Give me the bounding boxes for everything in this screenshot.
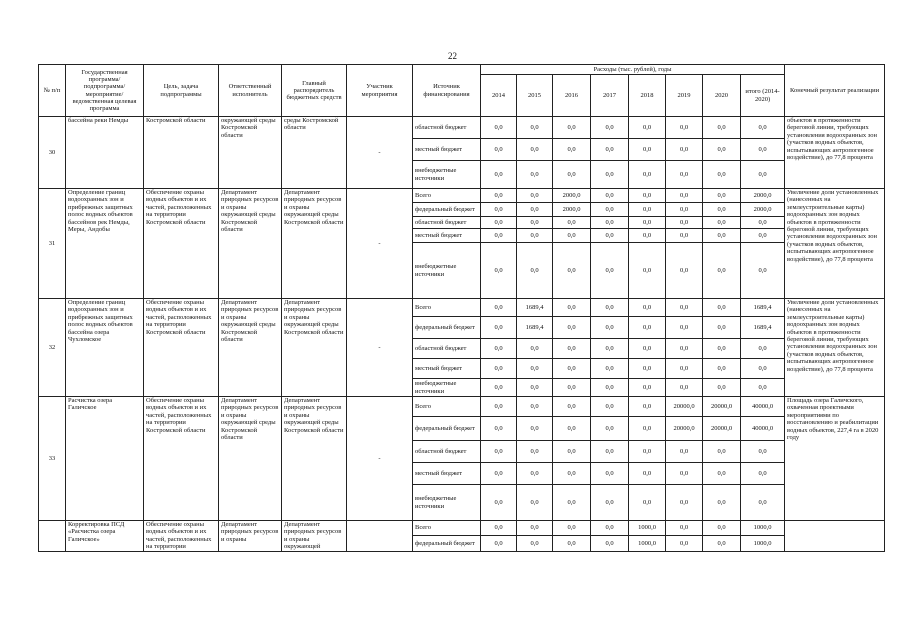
year-value-cell: 0,0 <box>553 217 591 229</box>
year-value-cell: 0,0 <box>553 536 591 551</box>
year-value-cell: 0,0 <box>629 339 666 359</box>
total-cell: 0,0 <box>741 441 785 463</box>
year-value-cell: 1000,0 <box>629 521 666 536</box>
source-cell: областной бюджет <box>413 441 481 463</box>
total-cell: 1000,0 <box>741 536 785 551</box>
header-year: 2016 <box>553 75 591 117</box>
header-executor: Ответственный исполнитель <box>219 65 282 117</box>
year-value-cell: 0,0 <box>591 397 629 417</box>
year-value-cell: 0,0 <box>481 339 517 359</box>
header-total: итого (2014-2020) <box>741 75 785 117</box>
header-year: 2020 <box>703 75 741 117</box>
year-value-cell: 0,0 <box>517 161 553 189</box>
row-number: 33 <box>39 397 66 521</box>
year-value-cell: 0,0 <box>481 379 517 397</box>
total-cell: 0,0 <box>741 339 785 359</box>
year-value-cell: 0,0 <box>553 243 591 299</box>
year-value-cell: 0,0 <box>666 161 703 189</box>
header-result: Конечный результат реализации <box>785 65 885 117</box>
manager-cell: среды Костромской области <box>282 117 347 189</box>
year-value-cell: 0,0 <box>591 339 629 359</box>
executor-cell: окружающей среды Костромской области <box>219 117 282 189</box>
year-value-cell: 0,0 <box>629 243 666 299</box>
source-cell: местный бюджет <box>413 139 481 161</box>
year-value-cell: 0,0 <box>703 189 741 203</box>
header-expenses: Расходы (тыс. рублей), годы <box>481 65 785 75</box>
year-value-cell: 0,0 <box>517 117 553 139</box>
year-value-cell: 0,0 <box>517 243 553 299</box>
row-number: 31 <box>39 189 66 299</box>
year-value-cell: 0,0 <box>703 243 741 299</box>
year-value-cell: 0,0 <box>591 203 629 217</box>
row-number <box>39 521 66 552</box>
manager-cell: Департамент природных ресурсов и охраны окружающей среды Костромской области <box>282 189 347 299</box>
total-cell: 40000,0 <box>741 397 785 417</box>
year-value-cell: 0,0 <box>629 417 666 441</box>
year-value-cell: 0,0 <box>481 203 517 217</box>
source-cell: внебюджетные источники <box>413 161 481 189</box>
year-value-cell: 0,0 <box>553 397 591 417</box>
header-year: 2018 <box>629 75 666 117</box>
year-value-cell: 0,0 <box>629 317 666 339</box>
year-value-cell: 0,0 <box>481 397 517 417</box>
source-cell: местный бюджет <box>413 359 481 379</box>
year-value-cell: 0,0 <box>666 485 703 521</box>
year-value-cell: 0,0 <box>629 217 666 229</box>
year-value-cell: 0,0 <box>629 139 666 161</box>
year-value-cell: 0,0 <box>666 229 703 243</box>
source-cell: внебюджетные источники <box>413 243 481 299</box>
year-value-cell: 0,0 <box>629 463 666 485</box>
year-value-cell: 0,0 <box>666 139 703 161</box>
header-year: 2019 <box>666 75 703 117</box>
header-year: 2015 <box>517 75 553 117</box>
year-value-cell: 0,0 <box>591 441 629 463</box>
year-value-cell: 0,0 <box>481 189 517 203</box>
year-value-cell: 0,0 <box>553 117 591 139</box>
year-value-cell: 0,0 <box>703 441 741 463</box>
total-cell: 0,0 <box>741 229 785 243</box>
total-cell: 0,0 <box>741 485 785 521</box>
year-value-cell: 0,0 <box>703 299 741 317</box>
goal-cell: Обеспечение охраны водных объектов и их частей, расположенных на территории Костромской области <box>144 299 219 397</box>
year-value-cell: 0,0 <box>629 379 666 397</box>
year-value-cell: 0,0 <box>481 536 517 551</box>
year-value-cell: 0,0 <box>703 229 741 243</box>
source-cell: местный бюджет <box>413 229 481 243</box>
source-cell: местный бюджет <box>413 463 481 485</box>
page-number: 22 <box>448 51 457 61</box>
year-value-cell: 0,0 <box>629 203 666 217</box>
executor-cell: Департамент природных ресурсов и охраны <box>219 521 282 552</box>
total-cell: 0,0 <box>741 161 785 189</box>
program-cell: Корректировка ПСД «Расчистка озера Галичское» <box>66 521 144 552</box>
year-value-cell: 0,0 <box>481 117 517 139</box>
result-cell: Увеличение доли установленных (нанесенных на землеустроительные карты) водоохранных зон водных объектов в протяженности береговой линии, требующих установления водоохранных зон (участков водных объектов, испытывающих антропогенное воздействие), до 77,8 процента <box>785 299 885 397</box>
year-value-cell: 0,0 <box>481 463 517 485</box>
year-value-cell: 0,0 <box>703 339 741 359</box>
year-value-cell: 1689,4 <box>517 299 553 317</box>
total-cell: 40000,0 <box>741 417 785 441</box>
year-value-cell: 0,0 <box>703 117 741 139</box>
goal-cell: Обеспечение охраны водных объектов и их частей, расположенных на территории <box>144 521 219 552</box>
row-number: 32 <box>39 299 66 397</box>
year-value-cell: 0,0 <box>666 217 703 229</box>
year-value-cell: 0,0 <box>591 536 629 551</box>
year-value-cell: 0,0 <box>517 229 553 243</box>
year-value-cell: 0,0 <box>481 441 517 463</box>
table-row <box>39 521 885 536</box>
year-value-cell: 0,0 <box>629 441 666 463</box>
year-value-cell: 0,0 <box>591 317 629 339</box>
year-value-cell: 0,0 <box>666 521 703 536</box>
total-cell: 1689,4 <box>741 317 785 339</box>
total-cell: 0,0 <box>741 243 785 299</box>
year-value-cell: 0,0 <box>629 161 666 189</box>
program-cell: Определение границ водоохранных зон и прибрежных защитных полос водных объектов бассейна озера Чухломское <box>66 299 144 397</box>
table-row <box>39 117 885 139</box>
year-value-cell: 0,0 <box>517 417 553 441</box>
year-value-cell: 0,0 <box>517 441 553 463</box>
year-value-cell: 0,0 <box>703 485 741 521</box>
row-number: 30 <box>39 117 66 189</box>
year-value-cell: 0,0 <box>553 139 591 161</box>
year-value-cell: 0,0 <box>591 139 629 161</box>
year-value-cell: 0,0 <box>553 521 591 536</box>
year-value-cell: 0,0 <box>703 203 741 217</box>
total-cell: 0,0 <box>741 359 785 379</box>
participant-cell: - <box>347 117 413 189</box>
goal-cell: Обеспечение охраны водных объектов и их частей, расположенных на территории Костромской области <box>144 189 219 299</box>
total-cell: 0,0 <box>741 139 785 161</box>
executor-cell: Департамент природных ресурсов и охраны окружающей среды Костромской области <box>219 299 282 397</box>
year-value-cell: 0,0 <box>591 117 629 139</box>
year-value-cell: 0,0 <box>666 359 703 379</box>
source-cell: областной бюджет <box>413 217 481 229</box>
year-value-cell: 0,0 <box>629 359 666 379</box>
year-value-cell: 0,0 <box>481 217 517 229</box>
year-value-cell: 0,0 <box>703 463 741 485</box>
year-value-cell: 0,0 <box>591 417 629 441</box>
program-cell: Определение границ водоохранных зон и прибрежных защитных полос водных объектов бассейнов рек Немды, Меры, Андобы <box>66 189 144 299</box>
source-cell: Всего <box>413 189 481 203</box>
year-value-cell: 0,0 <box>703 359 741 379</box>
goal-cell: Костромской области <box>144 117 219 189</box>
year-value-cell: 0,0 <box>703 139 741 161</box>
source-cell: Всего <box>413 521 481 536</box>
year-value-cell: 0,0 <box>666 189 703 203</box>
table-row <box>39 189 885 203</box>
header-source: Источник финансирования <box>413 65 481 117</box>
year-value-cell: 0,0 <box>629 299 666 317</box>
year-value-cell: 0,0 <box>703 379 741 397</box>
year-value-cell: 0,0 <box>517 485 553 521</box>
year-value-cell: 0,0 <box>553 417 591 441</box>
year-value-cell: 0,0 <box>517 379 553 397</box>
year-value-cell: 0,0 <box>591 379 629 397</box>
program-cell: Расчистка озера Галичское <box>66 397 144 521</box>
year-value-cell: 0,0 <box>553 161 591 189</box>
year-value-cell: 0,0 <box>666 339 703 359</box>
result-cell: Площадь озера Галичского, охваченная проектными мероприятиями по восстановлению и реабилитации водных объектов, 227,4 га в 2020 году <box>785 397 885 521</box>
year-value-cell: 0,0 <box>553 463 591 485</box>
source-cell: федеральный бюджет <box>413 203 481 217</box>
source-cell: областной бюджет <box>413 117 481 139</box>
year-value-cell: 0,0 <box>481 139 517 161</box>
goal-cell: Обеспечение охраны водных объектов и их частей, расположенных на территории Костромской области <box>144 397 219 521</box>
program-cell: бассейна реки Немды <box>66 117 144 189</box>
result-cell: Увеличение доли установленных (нанесенных на землеустроительные карты) водоохранных зон водных объектов в протяженности береговой линии, требующих установления водоохранных зон (участков водных объектов, испытывающих антропогенное воздействие), до 77,8 процента <box>785 189 885 299</box>
year-value-cell: 0,0 <box>666 441 703 463</box>
year-value-cell: 0,0 <box>591 521 629 536</box>
year-value-cell: 0,0 <box>591 229 629 243</box>
year-value-cell: 0,0 <box>553 441 591 463</box>
year-value-cell: 0,0 <box>481 161 517 189</box>
year-value-cell: 0,0 <box>481 243 517 299</box>
total-cell: 1689,4 <box>741 299 785 317</box>
year-value-cell: 0,0 <box>666 243 703 299</box>
year-value-cell: 0,0 <box>553 317 591 339</box>
year-value-cell: 0,0 <box>517 463 553 485</box>
header-num: № п/п <box>39 65 66 117</box>
year-value-cell: 0,0 <box>629 117 666 139</box>
year-value-cell: 0,0 <box>553 485 591 521</box>
year-value-cell: 0,0 <box>666 117 703 139</box>
year-value-cell: 0,0 <box>481 485 517 521</box>
executor-cell: Департамент природных ресурсов и охраны окружающей среды Костромской области <box>219 397 282 521</box>
year-value-cell: 0,0 <box>629 397 666 417</box>
year-value-cell: 0,0 <box>517 397 553 417</box>
total-cell: 1000,0 <box>741 521 785 536</box>
year-value-cell: 0,0 <box>517 359 553 379</box>
budget-table <box>38 64 885 552</box>
participant-cell <box>347 521 413 552</box>
year-value-cell: 0,0 <box>591 189 629 203</box>
year-value-cell: 0,0 <box>666 379 703 397</box>
source-cell: областной бюджет <box>413 339 481 359</box>
year-value-cell: 0,0 <box>629 229 666 243</box>
year-value-cell: 0,0 <box>553 379 591 397</box>
year-value-cell: 0,0 <box>591 359 629 379</box>
year-value-cell: 0,0 <box>591 485 629 521</box>
year-value-cell: 0,0 <box>666 463 703 485</box>
year-value-cell: 0,0 <box>517 521 553 536</box>
year-value-cell: 0,0 <box>481 359 517 379</box>
year-value-cell: 0,0 <box>553 229 591 243</box>
year-value-cell: 0,0 <box>666 536 703 551</box>
year-value-cell: 0,0 <box>591 299 629 317</box>
year-value-cell: 0,0 <box>553 299 591 317</box>
year-value-cell: 0,0 <box>703 161 741 189</box>
year-value-cell: 0,0 <box>481 229 517 243</box>
total-cell: 0,0 <box>741 463 785 485</box>
participant-cell: - <box>347 397 413 521</box>
header-program: Государственная программа/подпрограмма/мероприятие/ведомственная целевая программа <box>66 65 144 117</box>
year-value-cell: 0,0 <box>481 317 517 339</box>
source-cell: федеральный бюджет <box>413 317 481 339</box>
participant-cell: - <box>347 299 413 397</box>
year-value-cell: 0,0 <box>517 339 553 359</box>
manager-cell: Департамент природных ресурсов и охраны окружающей среды Костромской области <box>282 299 347 397</box>
manager-cell: Департамент природных ресурсов и охраны окружающей <box>282 521 347 552</box>
year-value-cell: 0,0 <box>517 139 553 161</box>
year-value-cell: 1689,4 <box>517 317 553 339</box>
year-value-cell: 0,0 <box>629 189 666 203</box>
year-value-cell: 0,0 <box>481 521 517 536</box>
year-value-cell: 0,0 <box>703 536 741 551</box>
executor-cell: Департамент природных ресурсов и охраны окружающей среды Костромской области <box>219 189 282 299</box>
year-value-cell: 0,0 <box>481 417 517 441</box>
year-value-cell: 0,0 <box>666 299 703 317</box>
year-value-cell: 20000,0 <box>666 417 703 441</box>
total-cell: 2000,0 <box>741 203 785 217</box>
year-value-cell: 0,0 <box>703 521 741 536</box>
year-value-cell: 0,0 <box>481 299 517 317</box>
source-cell: внебюджетные источники <box>413 379 481 397</box>
year-value-cell: 20000,0 <box>703 397 741 417</box>
year-value-cell: 0,0 <box>517 536 553 551</box>
year-value-cell: 0,0 <box>553 339 591 359</box>
year-value-cell: 0,0 <box>666 317 703 339</box>
table-row <box>39 299 885 317</box>
year-value-cell: 2000,0 <box>553 189 591 203</box>
year-value-cell: 0,0 <box>591 217 629 229</box>
year-value-cell: 20000,0 <box>666 397 703 417</box>
source-cell: федеральный бюджет <box>413 417 481 441</box>
header-year: 2017 <box>591 75 629 117</box>
header-manager: Главный распорядитель бюджетных средств <box>282 65 347 117</box>
year-value-cell: 2000,0 <box>553 203 591 217</box>
year-value-cell: 0,0 <box>666 203 703 217</box>
year-value-cell: 1000,0 <box>629 536 666 551</box>
table-row <box>39 397 885 417</box>
year-value-cell: 0,0 <box>553 359 591 379</box>
source-cell: федеральный бюджет <box>413 536 481 551</box>
year-value-cell: 0,0 <box>591 463 629 485</box>
source-cell: Всего <box>413 299 481 317</box>
header-year: 2014 <box>481 75 517 117</box>
year-value-cell: 0,0 <box>703 217 741 229</box>
header-goal: Цель, задача подпрограммы <box>144 65 219 117</box>
total-cell: 2000,0 <box>741 189 785 203</box>
source-cell: внебюджетные источники <box>413 485 481 521</box>
year-value-cell: 20000,0 <box>703 417 741 441</box>
year-value-cell: 0,0 <box>517 189 553 203</box>
year-value-cell: 0,0 <box>591 161 629 189</box>
year-value-cell: 0,0 <box>517 203 553 217</box>
result-cell: объектов в протяженности береговой линии, требующих установления водоохранных зон (участков водных объектов, испытывающих антропогенное воздействие), до 77,8 процента <box>785 117 885 189</box>
table-body <box>39 117 885 552</box>
year-value-cell: 0,0 <box>629 485 666 521</box>
participant-cell: - <box>347 189 413 299</box>
manager-cell: Департамент природных ресурсов и охраны окружающей среды Костромской области <box>282 397 347 521</box>
total-cell: 0,0 <box>741 117 785 139</box>
year-value-cell: 0,0 <box>591 243 629 299</box>
source-cell: Всего <box>413 397 481 417</box>
result-cell <box>785 521 885 552</box>
header-participants: Участник мероприятия <box>347 65 413 117</box>
total-cell: 0,0 <box>741 217 785 229</box>
year-value-cell: 0,0 <box>703 317 741 339</box>
total-cell: 0,0 <box>741 379 785 397</box>
year-value-cell: 0,0 <box>517 217 553 229</box>
